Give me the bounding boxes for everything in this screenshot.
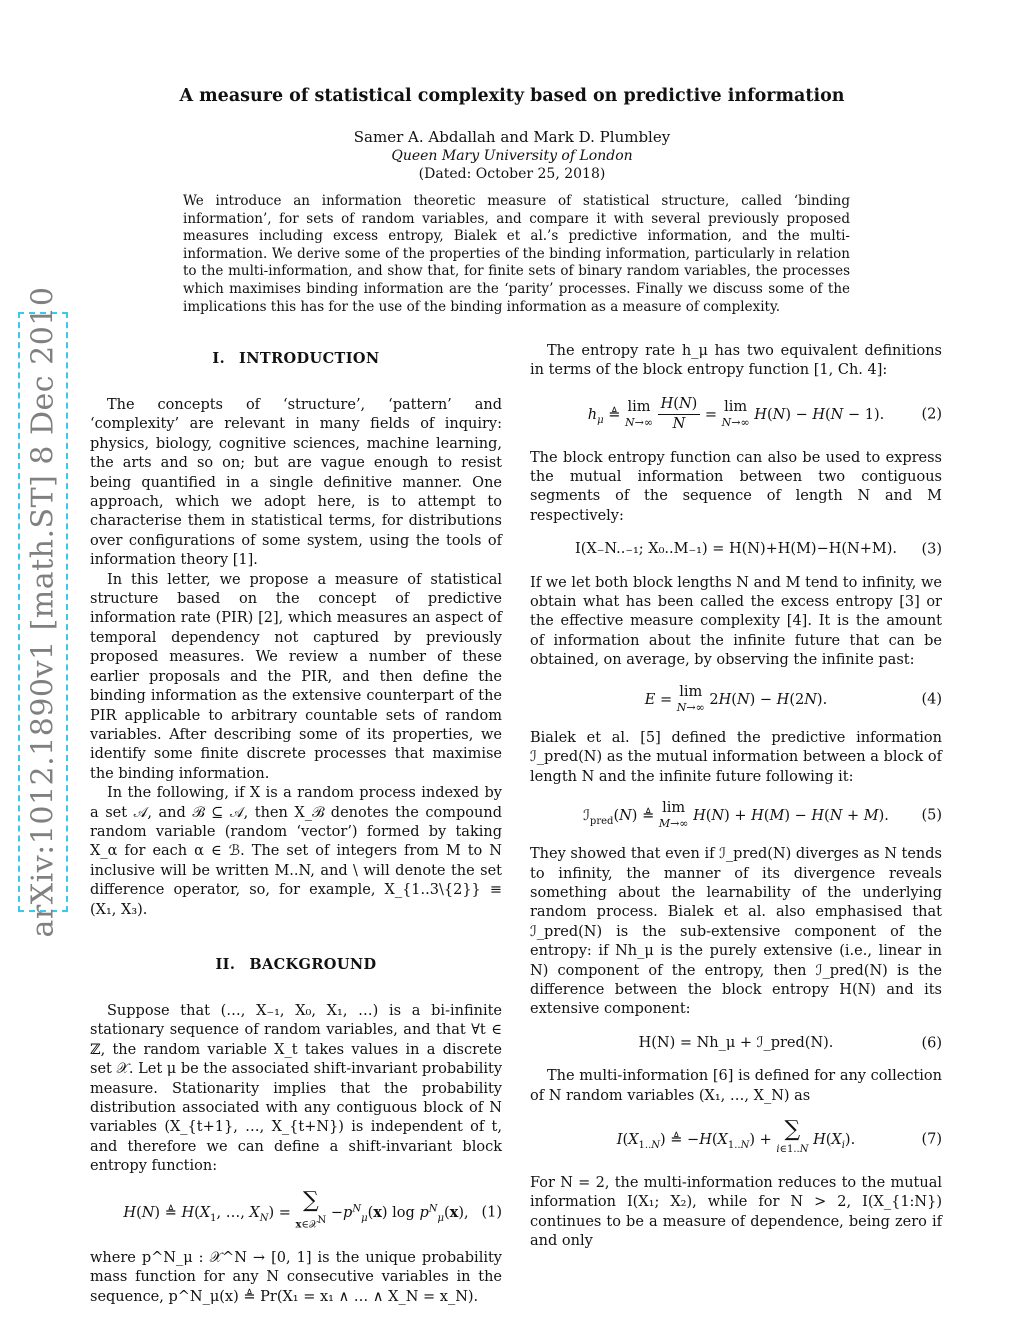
arxiv-id: arXiv:1012.1890v1 [math.ST] 8 Dec 2010 (25, 286, 61, 938)
equation-5: ℐ$_{pred}$(N) ≜ lim M→∞ H(N) + H(M) − H(N + M). (5) (583, 799, 942, 830)
equation-number: (4) (921, 690, 942, 707)
block-entropy-paragraph: The block entropy function can also be used to express the mutual information between two contiguous segments of the sequence of length N and M respectively: (530, 449, 942, 524)
equation-3 (530, 526, 942, 573)
intro-paragraph-1: The concepts of ‘structure’, ‘pattern’ and ‘complexity’ are relevant in many fields of inquiry: physics, biology, cognitive sciences, machine learning, the arts and so on; but are vague enough to resist being quantified in a single definitive manner. One approach, which we adopt here, is to attempt to characterise them in statistical terms, for distributions over configurations of some system, using the tools of information theory [1]. (90, 397, 502, 569)
intro-paragraph-2: In this letter, we propose a measure of statistical structure based on the concept of predictive information rate (PIR) [2], which measures an aspect of temporal dependency not captured by previously proposed measures. We review a number of these earlier proposals and the PIR, and then define the binding information as the extensive counterpart of the PIR applicable to arbitrary countable sets of random variables. After describing some of its properties, we identify some finite discrete processes that maximise the binding information. (90, 571, 502, 782)
entropy-rate-paragraph: The entropy rate h_μ has two equivalent definitions in terms of the block entropy function [1, Ch. 4]: (530, 343, 942, 379)
right-column (530, 342, 942, 1252)
equation-7: $I(X_{1..N})$ ≜ $-H(X_{1..N})$ + ∑ i∈1..N $H(X_i)$. (7) (616, 1117, 942, 1156)
equation-6 (530, 1020, 942, 1067)
equation-number: (3) (921, 541, 942, 558)
arxiv-stamp (18, 286, 68, 938)
section-title: INTRODUCTION (239, 350, 380, 367)
divergence-paragraph: They showed that even if ℐ_pred(N) diverges as N tends to infinity, the manner of its divergence reveals something about the learnability of the underlying random process. Bialek et al. also emphasised that ℐ_pred(N) is the sub-extensive component of the entropy: if Nh_μ is the purely extensive (i.e., linear in N) component of the entropy, then ℐ_pred(N) is the difference between the block entropy H(N) and its extensive component: (530, 846, 942, 1018)
intro-paragraph-3: In the following, if X is a random process indexed by a set 𝒜, and ℬ ⊆ 𝒜, then X_ℬ denotes the compound random variable (random ‘vector’) formed by taking X_α for each α ∈ ℬ. The set of integers from M to N inclusive will be written M..N, and \ will denote the set difference operator, so, for example, X_{1..3\{2}} ≡ (X₁, X₃). (90, 785, 502, 918)
affiliation: Queen Mary University of London (391, 148, 633, 164)
paper-title: A measure of statistical complexity based on predictive information (179, 86, 845, 106)
equation-3-body: I(X₋N..₋₁; X₀..M₋₁) = H(N)+H(M)−H(N+M). (575, 541, 897, 558)
background-paragraph-2: where p^N_μ : 𝒳^N → [0, 1] is the unique probability mass function for any N consecutive variables in the sequence, p^N_μ(x) ≜ Pr(X₁ = x₁ ∧ … ∧ X_N = x_N). (90, 1249, 502, 1305)
section-number: I. (212, 350, 226, 367)
equation-number: (5) (921, 807, 942, 824)
date-line: (Dated: October 25, 2018) (418, 166, 606, 182)
equation-number: (6) (921, 1034, 942, 1051)
equation-number: (2) (921, 406, 942, 423)
authors: Samer A. Abdallah and Mark D. Plumbley (353, 128, 671, 146)
predictive-information-paragraph: Bialek et al. [5] defined the predictive information ℐ_pred(N) as the mutual information between a block of length N and the infinite future following it: (530, 729, 942, 785)
equation-2: $h_\mu$ ≜ lim N→∞ $\frac{H(N)}{N}$ = lim N→∞ H(N) − H(N − 1). (2) (587, 395, 942, 433)
equation-6-body: H(N) = Nh_μ + ℐ_pred(N). (638, 1034, 834, 1051)
left-column (90, 342, 502, 1307)
equation-number: (1) (481, 1204, 502, 1221)
mutual-information-paragraph: For N = 2, the multi-information reduces to the mutual information I(X₁; X₂), while for N > 2, I(X_{1:N}) continues to be a measure of dependence, being zero if and only (530, 1175, 942, 1250)
background-paragraph-1: Suppose that (…, X₋₁, X₀, X₁, …) is a bi-infinite stationary sequence of random variables, and that ∀t ∈ ℤ, the random variable X_t takes values in a discrete set 𝒳. Let μ be the associated shift-invariant probability measure. Stationarity implies that the probability distribution associated with any contiguous block of N variables (X_{t+1}, …, X_{t+N}) is independent of t, and therefore we can define a shift-invariant block entropy function: (90, 1002, 503, 1175)
section-heading-introduction (90, 342, 502, 382)
multi-information-paragraph: The multi-information [6] is defined for any collection of N random variables (X₁, …, X_N) as (530, 1068, 942, 1104)
abstract: We introduce an information theoretic measure of statistical structure, called ‘binding information’, for sets of random variables, and compare it with several previously proposed measures including excess entropy, Bialek et al.’s predictive information, and the multi-information. We derive some of the properties of the binding information, particularly in relation to the multi-information, and show that, for finite sets of binary random variables, the processes which maximises binding information are the ‘parity’ processes. Finally we discuss some of the implications this has for the use of the binding information as a measure of complexity. (183, 193, 850, 315)
equation-1: H(N) ≜ $H(X_1$, …, $X_N$) = ∑ x∈𝒳$^N$ $-p^N_\mu(x)$ $\log p^N_\mu(x)$, (1) (123, 1187, 502, 1230)
section-number: II. (215, 955, 236, 973)
excess-entropy-paragraph: If we let both block lengths N and M tend to infinity, we obtain what has been called the excess entropy [3] or the effective measure complexity [4]. It is the amount of information about the infinite future that can be obtained, on average, by observing the infinite past: (530, 574, 942, 669)
equation-4: E = lim N→∞ 2H(N) − H(2N). (4) (644, 683, 942, 714)
section-title: BACKGROUND (249, 955, 377, 973)
section-heading-background (90, 948, 502, 988)
equation-number: (7) (921, 1131, 942, 1148)
